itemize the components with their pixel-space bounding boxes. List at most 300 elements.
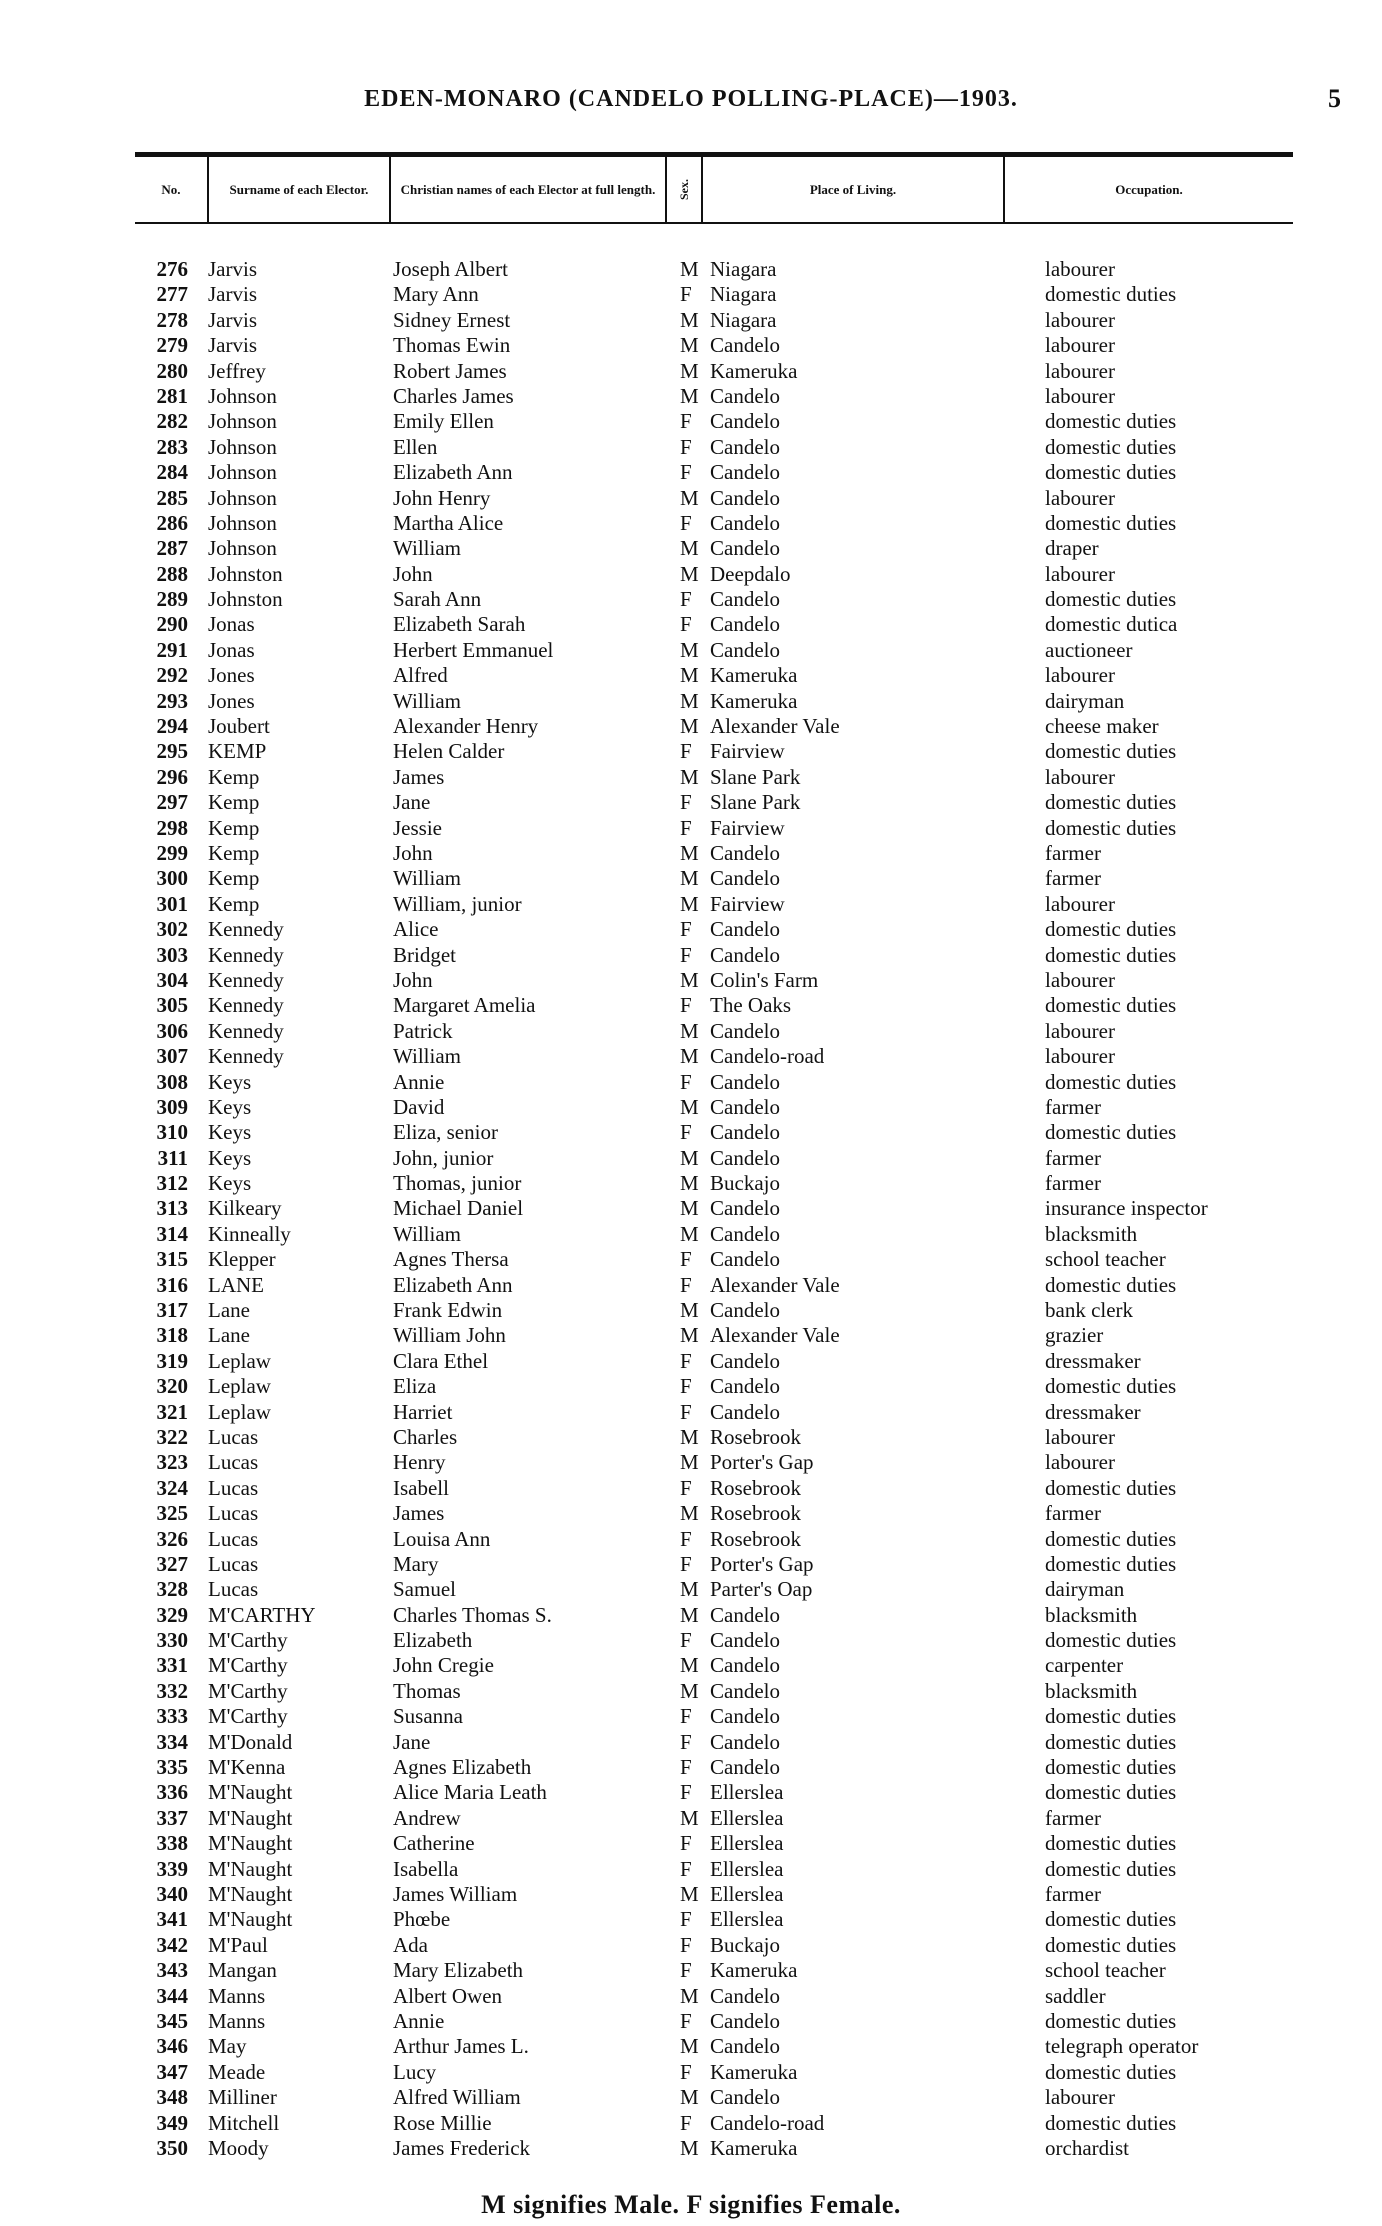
occupation-cell: domestic duties <box>1045 1628 1177 1653</box>
table-row <box>0 536 1382 561</box>
place-of-living-cell: Fairview <box>710 815 785 840</box>
row-number: 329 <box>156 1602 188 1627</box>
surname-cell: Johnston <box>208 561 283 586</box>
occupation-cell: draper <box>1045 536 1099 561</box>
table-row <box>0 968 1382 993</box>
table-row <box>0 359 1382 384</box>
christian-names-cell: Isabell <box>393 1475 449 1500</box>
christian-names-cell: Annie <box>393 1069 445 1094</box>
row-number: 319 <box>156 1348 188 1373</box>
christian-names-cell: Elizabeth Ann <box>393 460 513 485</box>
row-number: 347 <box>156 2059 188 2084</box>
row-number: 314 <box>156 1221 188 1246</box>
occupation-cell: insurance inspector <box>1045 1196 1208 1221</box>
place-of-living-cell: Alexander Vale <box>710 714 840 739</box>
christian-names-cell: William <box>393 866 461 891</box>
occupation-cell: labourer <box>1045 485 1115 510</box>
sex-cell: F <box>680 1755 692 1780</box>
place-of-living-cell: Alexander Vale <box>710 1323 840 1348</box>
row-number: 330 <box>156 1628 188 1653</box>
place-of-living-cell: Candelo <box>710 1602 780 1627</box>
table-row <box>0 587 1382 612</box>
row-number: 315 <box>156 1247 188 1272</box>
row-number: 304 <box>156 967 188 992</box>
surname-cell: M'Naught <box>208 1805 293 1830</box>
table-row <box>0 1400 1382 1425</box>
occupation-cell: domestic duties <box>1045 1831 1177 1856</box>
occupation-cell: domestic duties <box>1045 1526 1177 1551</box>
place-of-living-cell: Candelo <box>710 1348 780 1373</box>
row-number: 305 <box>156 993 188 1018</box>
surname-cell: M'Carthy <box>208 1653 288 1678</box>
row-number: 300 <box>156 866 188 891</box>
sex-cell: F <box>680 1907 692 1932</box>
surname-cell: M'Paul <box>208 1932 268 1957</box>
sex-cell: M <box>680 1145 699 1170</box>
surname-cell: Jarvis <box>208 333 257 358</box>
occupation-cell: domestic duties <box>1045 1475 1177 1500</box>
row-number: 282 <box>156 409 188 434</box>
place-of-living-cell: Niagara <box>710 257 777 281</box>
row-number: 337 <box>156 1805 188 1830</box>
place-of-living-cell: Kameruka <box>710 1958 798 1983</box>
table-row <box>0 1907 1382 1932</box>
christian-names-cell: Charles <box>393 1424 458 1449</box>
sex-cell: M <box>680 1044 699 1069</box>
table-row <box>0 1780 1382 1805</box>
row-number: 345 <box>156 2008 188 2033</box>
occupation-cell: domestic duties <box>1045 1374 1177 1399</box>
table-row <box>0 1527 1382 1552</box>
place-of-living-cell: Candelo <box>710 1628 780 1653</box>
christian-names-cell: Annie <box>393 2008 445 2033</box>
sex-cell: F <box>680 1856 692 1881</box>
christian-names-cell: Lucy <box>393 2059 437 2084</box>
sex-cell: M <box>680 358 699 383</box>
occupation-cell: labourer <box>1045 967 1115 992</box>
christian-names-cell: Michael Daniel <box>393 1196 524 1221</box>
occupation-cell: farmer <box>1045 1094 1101 1119</box>
place-of-living-cell: Candelo <box>710 1678 780 1703</box>
occupation-cell: cheese maker <box>1045 714 1159 739</box>
sex-cell: F <box>680 1069 692 1094</box>
surname-cell: Johnson <box>208 536 277 561</box>
occupation-cell: labourer <box>1045 358 1115 383</box>
sex-cell: F <box>680 790 692 815</box>
sex-cell: F <box>680 1374 692 1399</box>
surname-cell: M'CARTHY <box>208 1602 316 1627</box>
place-of-living-cell: Buckajo <box>710 1171 780 1196</box>
sex-cell: M <box>680 333 699 358</box>
sex-cell: M <box>680 1094 699 1119</box>
row-number: 332 <box>156 1678 188 1703</box>
row-number: 302 <box>156 917 188 942</box>
sex-cell: F <box>680 815 692 840</box>
place-of-living-cell: Candelo <box>710 1755 780 1780</box>
surname-cell: Kemp <box>208 866 260 891</box>
sex-cell: M <box>680 866 699 891</box>
surname-cell: Lucas <box>208 1577 259 1602</box>
row-number: 295 <box>156 739 188 764</box>
surname-cell: Jarvis <box>208 307 257 332</box>
surname-cell: M'Carthy <box>208 1628 288 1653</box>
occupation-cell: telegraph operator <box>1045 2034 1199 2059</box>
christian-names-cell: Susanna <box>393 1704 463 1729</box>
occupation-cell: domestic duties <box>1045 2059 1177 2084</box>
sex-cell: F <box>680 510 692 535</box>
sex-cell: F <box>680 434 692 459</box>
christian-names-cell: William <box>393 688 461 713</box>
sex-cell: M <box>680 2135 699 2160</box>
occupation-cell: labourer <box>1045 663 1115 688</box>
table-row <box>0 1425 1382 1450</box>
sex-cell: M <box>680 1018 699 1043</box>
sex-cell: F <box>680 2110 692 2135</box>
place-of-living-cell: Candelo <box>710 485 780 510</box>
place-of-living-cell: Candelo <box>710 942 780 967</box>
surname-cell: M'Carthy <box>208 1704 288 1729</box>
table-row <box>0 1298 1382 1323</box>
table-row <box>0 1704 1382 1729</box>
place-of-living-cell: Candelo <box>710 1120 780 1145</box>
surname-cell: Lucas <box>208 1551 259 1576</box>
christian-names-cell: Alexander Henry <box>393 714 539 739</box>
surname-cell: M'Kenna <box>208 1755 286 1780</box>
christian-names-cell: Margaret Amelia <box>393 993 536 1018</box>
table-row <box>0 1501 1382 1526</box>
place-of-living-cell: The Oaks <box>710 993 792 1018</box>
sex-cell: M <box>680 840 699 865</box>
place-of-living-cell: Fairview <box>710 739 785 764</box>
place-of-living-cell: Candelo <box>710 1983 780 2008</box>
row-number: 326 <box>156 1526 188 1551</box>
surname-cell: Leplaw <box>208 1399 271 1424</box>
christian-names-cell: Isabella <box>393 1856 459 1881</box>
christian-names-cell: Eliza <box>393 1374 437 1399</box>
table-row <box>0 1349 1382 1374</box>
surname-cell: Kemp <box>208 891 260 916</box>
table-row <box>0 1196 1382 1221</box>
table-row <box>0 1933 1382 1958</box>
christian-names-cell: Bridget <box>393 942 456 967</box>
place-of-living-cell: Ellerslea <box>710 1856 784 1881</box>
surname-cell: Mitchell <box>208 2110 280 2135</box>
table-row <box>0 511 1382 536</box>
occupation-cell: farmer <box>1045 866 1101 891</box>
surname-cell: Keys <box>208 1069 252 1094</box>
sex-cell: M <box>680 1298 699 1323</box>
surname-cell: Kennedy <box>208 993 284 1018</box>
row-number: 327 <box>156 1551 188 1576</box>
christian-names-cell: Jessie <box>393 815 442 840</box>
sex-cell: F <box>680 1704 692 1729</box>
christian-names-cell: John <box>393 561 433 586</box>
column-header-place: Place of Living. <box>809 182 897 197</box>
christian-names-cell: Helen Calder <box>393 739 505 764</box>
column-header-no: No. <box>161 182 181 197</box>
row-number: 348 <box>156 2085 188 2110</box>
row-number: 325 <box>156 1501 188 1526</box>
place-of-living-cell: Candelo <box>710 1196 780 1221</box>
elector-list <box>0 257 1382 2161</box>
christian-names-cell: John Cregie <box>393 1653 494 1678</box>
occupation-cell: domestic duties <box>1045 942 1177 967</box>
occupation-cell: farmer <box>1045 1501 1101 1526</box>
row-number: 321 <box>156 1399 188 1424</box>
place-of-living-cell: Candelo <box>710 510 780 535</box>
surname-cell: Kemp <box>208 764 260 789</box>
christian-names-cell: Jane <box>393 790 431 815</box>
occupation-cell: farmer <box>1045 1171 1101 1196</box>
place-of-living-cell: Candelo <box>710 2034 780 2059</box>
column-header-surname: Surname of each Elector. <box>229 182 369 197</box>
surname-cell: Kinneally <box>208 1221 291 1246</box>
sex-cell: F <box>680 612 692 637</box>
table-row <box>0 1171 1382 1196</box>
christian-names-cell: John <box>393 840 433 865</box>
sex-cell: F <box>680 917 692 942</box>
surname-cell: M'Naught <box>208 1907 293 1932</box>
table-row <box>0 2009 1382 2034</box>
christian-names-cell: Harriet <box>393 1399 453 1424</box>
surname-cell: Manns <box>208 2008 266 2033</box>
place-of-living-cell: Candelo-road <box>710 2110 825 2135</box>
christian-names-cell: Phœbe <box>393 1907 451 1932</box>
occupation-cell: labourer <box>1045 1450 1115 1475</box>
surname-cell: M'Carthy <box>208 1678 288 1703</box>
christian-names-cell: James Frederick <box>393 2135 531 2160</box>
sex-cell: M <box>680 891 699 916</box>
sex-legend: M signifies Male. F signifies Female. <box>481 2190 901 2219</box>
table-row <box>0 282 1382 307</box>
sex-cell: M <box>680 307 699 332</box>
surname-cell: Jarvis <box>208 282 257 307</box>
table-row <box>0 1120 1382 1145</box>
surname-cell: Kemp <box>208 840 260 865</box>
table-row <box>0 841 1382 866</box>
place-of-living-cell: Candelo <box>710 1247 780 1272</box>
christian-names-cell: Herbert Emmanuel <box>393 637 554 662</box>
surname-cell: Jonas <box>208 612 255 637</box>
christian-names-cell: Martha Alice <box>393 510 504 535</box>
table-row <box>0 1273 1382 1298</box>
christian-names-cell: Alfred William <box>393 2085 521 2110</box>
place-of-living-cell: Candelo-road <box>710 1044 825 1069</box>
christian-names-cell: Rose Millie <box>393 2110 492 2135</box>
christian-names-cell: Elizabeth Ann <box>393 1272 513 1297</box>
place-of-living-cell: Candelo <box>710 536 780 561</box>
sex-cell: M <box>680 2085 699 2110</box>
sex-cell: F <box>680 1958 692 1983</box>
table-row <box>0 612 1382 637</box>
occupation-cell: domestic duties <box>1045 587 1177 612</box>
table-row <box>0 993 1382 1018</box>
place-of-living-cell: Candelo <box>710 917 780 942</box>
occupation-cell: domestic duties <box>1045 1932 1177 1957</box>
sex-cell: F <box>680 282 692 307</box>
surname-cell: Jonas <box>208 637 255 662</box>
row-number: 278 <box>156 307 188 332</box>
row-number: 284 <box>156 460 188 485</box>
surname-cell: Kilkeary <box>208 1196 282 1221</box>
occupation-cell: domestic duties <box>1045 409 1177 434</box>
surname-cell: Keys <box>208 1145 252 1170</box>
occupation-cell: domestic duties <box>1045 1069 1177 1094</box>
sex-cell: F <box>680 1551 692 1576</box>
sex-cell: F <box>680 2008 692 2033</box>
row-number: 294 <box>156 714 188 739</box>
christian-names-cell: Alice Maria Leath <box>393 1780 547 1805</box>
occupation-cell: labourer <box>1045 1424 1115 1449</box>
occupation-cell: auctioneer <box>1045 637 1133 662</box>
occupation-cell: labourer <box>1045 1044 1115 1069</box>
table-row <box>0 2136 1382 2161</box>
place-of-living-cell: Buckajo <box>710 1932 780 1957</box>
table-row <box>0 1857 1382 1882</box>
christian-names-cell: Clara Ethel <box>393 1348 489 1373</box>
surname-cell: Moody <box>208 2135 269 2160</box>
table-row <box>0 866 1382 891</box>
row-number: 307 <box>156 1044 188 1069</box>
christian-names-cell: Elizabeth <box>393 1628 473 1653</box>
surname-cell: Lane <box>208 1323 250 1348</box>
occupation-cell: dressmaker <box>1045 1399 1141 1424</box>
christian-names-cell: Elizabeth Sarah <box>393 612 526 637</box>
sex-cell: F <box>680 1729 692 1754</box>
sex-cell: M <box>680 1424 699 1449</box>
occupation-cell: farmer <box>1045 840 1101 865</box>
sex-cell: M <box>680 1196 699 1221</box>
row-number: 317 <box>156 1298 188 1323</box>
table-row <box>0 308 1382 333</box>
table-row <box>0 1247 1382 1272</box>
page-title: EDEN-MONARO (CANDELO POLLING-PLACE)—1903. <box>364 86 1018 112</box>
table-row <box>0 917 1382 942</box>
table-row <box>0 1958 1382 1983</box>
surname-cell: M'Naught <box>208 1780 293 1805</box>
sex-cell: F <box>680 1780 692 1805</box>
christian-names-cell: William <box>393 536 461 561</box>
row-number: 308 <box>156 1069 188 1094</box>
place-of-living-cell: Candelo <box>710 1399 780 1424</box>
table-row <box>0 384 1382 409</box>
sex-cell: M <box>680 257 699 281</box>
sex-cell: M <box>680 561 699 586</box>
occupation-cell: domestic duties <box>1045 2110 1177 2135</box>
christian-names-cell: Thomas <box>393 1678 461 1703</box>
surname-cell: Milliner <box>208 2085 277 2110</box>
occupation-cell: domestic dutica <box>1045 612 1178 637</box>
sex-cell: M <box>680 1805 699 1830</box>
christian-names-cell: John, junior <box>393 1145 494 1170</box>
table-row <box>0 1806 1382 1831</box>
place-of-living-cell: Slane Park <box>710 764 801 789</box>
sex-cell: F <box>680 1526 692 1551</box>
sex-cell: M <box>680 764 699 789</box>
row-number: 283 <box>156 434 188 459</box>
occupation-cell: school teacher <box>1045 1958 1166 1983</box>
sex-cell: F <box>680 587 692 612</box>
row-number: 339 <box>156 1856 188 1881</box>
table-row <box>0 257 1382 282</box>
occupation-cell: domestic duties <box>1045 1907 1177 1932</box>
row-number: 340 <box>156 1882 188 1906</box>
occupation-cell: blacksmith <box>1045 1602 1138 1627</box>
occupation-cell: blacksmith <box>1045 1221 1138 1246</box>
table-row <box>0 409 1382 434</box>
occupation-cell: domestic duties <box>1045 739 1177 764</box>
surname-cell: Leplaw <box>208 1374 271 1399</box>
place-of-living-cell: Niagara <box>710 307 777 332</box>
table-row <box>0 816 1382 841</box>
table-row <box>0 1476 1382 1501</box>
christian-names-cell: Andrew <box>393 1805 461 1830</box>
table-row <box>0 714 1382 739</box>
surname-cell: Lucas <box>208 1475 259 1500</box>
row-number: 313 <box>156 1196 188 1221</box>
row-number: 296 <box>156 764 188 789</box>
place-of-living-cell: Candelo <box>710 2085 780 2110</box>
surname-cell: Keys <box>208 1094 252 1119</box>
surname-cell: Leplaw <box>208 1348 271 1373</box>
surname-cell: M'Naught <box>208 1856 293 1881</box>
occupation-cell: farmer <box>1045 1805 1101 1830</box>
place-of-living-cell: Ellerslea <box>710 1907 784 1932</box>
surname-cell: Meade <box>208 2059 266 2084</box>
row-number: 290 <box>156 612 188 637</box>
table-row <box>0 663 1382 688</box>
table-row <box>0 1146 1382 1171</box>
place-of-living-cell: Candelo <box>710 866 780 891</box>
row-number: 286 <box>156 510 188 535</box>
christian-names-cell: James <box>393 764 445 789</box>
row-number: 298 <box>156 815 188 840</box>
surname-cell: May <box>208 2034 247 2059</box>
sex-cell: M <box>680 1501 699 1526</box>
surname-cell: Johnson <box>208 434 277 459</box>
sex-cell: M <box>680 663 699 688</box>
table-row <box>0 333 1382 358</box>
surname-cell: Kemp <box>208 815 260 840</box>
place-of-living-cell: Candelo <box>710 1298 780 1323</box>
place-of-living-cell: Ellerslea <box>710 1780 784 1805</box>
row-number: 338 <box>156 1831 188 1856</box>
row-number: 312 <box>156 1171 188 1196</box>
surname-cell: Johnson <box>208 510 277 535</box>
column-header-christian-names: Christian names of each Elector at full length. <box>400 182 656 197</box>
table-row <box>0 1831 1382 1856</box>
occupation-cell: labourer <box>1045 764 1115 789</box>
row-number: 297 <box>156 790 188 815</box>
row-number: 335 <box>156 1755 188 1780</box>
sex-cell: M <box>680 967 699 992</box>
christian-names-cell: Arthur James L. <box>393 2034 529 2059</box>
table-row <box>0 1552 1382 1577</box>
row-number: 349 <box>156 2110 188 2135</box>
place-of-living-cell: Candelo <box>710 1653 780 1678</box>
row-number: 343 <box>156 1958 188 1983</box>
row-number: 324 <box>156 1475 188 1500</box>
occupation-cell: dairyman <box>1045 688 1125 713</box>
place-of-living-cell: Candelo <box>710 637 780 662</box>
christian-names-cell: James William <box>393 1882 518 1906</box>
sex-cell: M <box>680 1450 699 1475</box>
surname-cell: Johnson <box>208 383 277 408</box>
surname-cell: Lane <box>208 1298 250 1323</box>
table-row <box>0 943 1382 968</box>
sex-cell: M <box>680 1171 699 1196</box>
row-number: 292 <box>156 663 188 688</box>
